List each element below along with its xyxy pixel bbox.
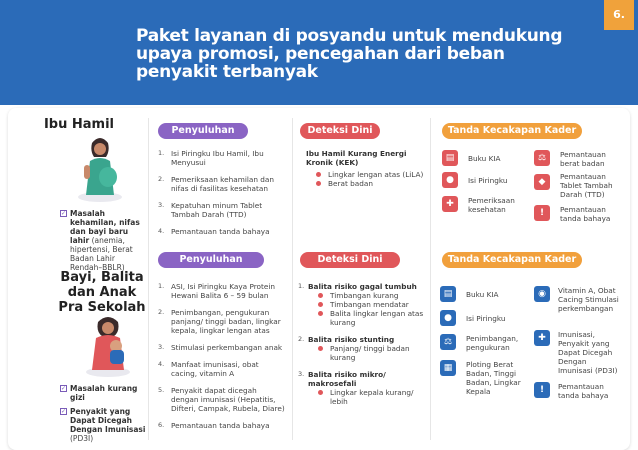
kecakapan-balita-header: Tanda Kecakapan Kader bbox=[442, 252, 582, 268]
pill-bottle-icon: ◆ bbox=[534, 174, 550, 190]
page-title: Paket layanan di posyandu untuk mendukung upaya promosi, pencegahan dari beban penyakit terbanyak bbox=[136, 26, 563, 82]
divider bbox=[148, 118, 149, 440]
kecakapan-item: Vitamin A, Obat Cacing Stimulasi perkembangan bbox=[558, 286, 619, 313]
kecakapan-item: Imunisasi, Penyakit yang Dapat Dicegah Dengan Imunisasi (PD3I) bbox=[558, 330, 618, 375]
list-item: Lingkar lengan atas (LiLA) bbox=[316, 170, 424, 179]
list-heading: 2. Balita risiko stunting bbox=[298, 335, 395, 344]
chart-icon: ▦ bbox=[440, 360, 456, 376]
header-banner bbox=[0, 0, 638, 105]
pregnant-woman-illustration bbox=[70, 135, 130, 205]
thermometer-icon: ! bbox=[534, 382, 550, 398]
list-item: Balita lingkar lengan atas kurang bbox=[318, 309, 424, 327]
plate-icon: ● bbox=[442, 172, 458, 188]
list-item: 3. Kepatuhan minum Tablet Tambah Darah (TTD) bbox=[158, 201, 263, 219]
row-label-balita: Bayi, Balita dan Anak Pra Sekolah bbox=[58, 270, 146, 315]
divider bbox=[292, 118, 293, 440]
kecakapan-item: Isi Piringku bbox=[466, 314, 506, 323]
kecakapan-item: Pemantauan tanda bahaya bbox=[558, 382, 609, 400]
divider bbox=[430, 118, 431, 440]
check-icon: ✓ bbox=[61, 385, 67, 392]
row-label-ibu-hamil: Ibu Hamil bbox=[43, 117, 115, 132]
list-item: 4. Manfaat imunisasi, obat cacing, vitamin A bbox=[158, 360, 259, 378]
deteksi-ibu-list bbox=[306, 149, 424, 188]
kecakapan-item: Pemantauan berat badan bbox=[560, 150, 606, 168]
list-item: 2. Pemeriksaan kehamilan dan nifas di fasilitas kesehatan bbox=[158, 175, 275, 193]
check-icon: ✓ bbox=[61, 408, 67, 415]
ibu-hamil-notes bbox=[60, 209, 144, 277]
list-item: Panjang/ tinggi badan kurang bbox=[318, 344, 424, 362]
kecakapan-item: Buku KIA bbox=[468, 154, 501, 163]
list-item: 2. Penimbangan, pengukuran panjang/ tinggi badan, lingkar kepala, lingkar lengan atas bbox=[158, 308, 281, 335]
deteksi-ibu-header: Deteksi Dini bbox=[300, 123, 380, 139]
kecakapan-item: Buku KIA bbox=[466, 290, 499, 299]
list-item: 1. Isi Piringku Ibu Hamil, Ibu Menyusui bbox=[158, 149, 264, 167]
note-item: ✓ Masalah kurang gizi bbox=[61, 384, 138, 402]
list-item: 3. Stimulasi perkembangan anak bbox=[158, 343, 283, 352]
penyuluhan-balita-list bbox=[158, 282, 286, 438]
syringe-icon: ✚ bbox=[534, 330, 550, 346]
list-item: 6. Pemantauan tanda bahaya bbox=[158, 421, 270, 430]
kecakapan-ibu-header: Tanda Kecakapan Kader bbox=[442, 123, 582, 139]
list-heading: Ibu Hamil Kurang Energi Kronik (KEK) bbox=[306, 149, 407, 167]
list-item: Timbangan mendatar bbox=[318, 300, 424, 309]
scale-icon: ⚖ bbox=[440, 334, 456, 350]
plate-icon: ● bbox=[440, 310, 456, 326]
note-item: ✓ Masalah kehamilan, nifas dan bayi baru lahir (anemia, hipertensi, Berat Badan Lahir Rendah–BBLR) bbox=[61, 209, 140, 272]
book-icon: ▤ bbox=[440, 286, 456, 302]
vitamin-icon: ◉ bbox=[534, 286, 550, 302]
list-item: 5. Penyakit dapat dicegah dengan imunisasi (Hepatitis, Difteri, Campak, Rubela, Diare) bbox=[158, 386, 285, 413]
kecakapan-item: Ploting Berat Badan, Tinggi Badan, Lingkar Kepala bbox=[466, 360, 521, 396]
check-icon: ✓ bbox=[61, 210, 67, 217]
note-item: ✓ Penyakit yang Dapat Dicegah Dengan Imunisasi (PD3I) bbox=[61, 407, 146, 443]
list-item: Berat badan bbox=[316, 179, 424, 188]
list-item: 4. Pemantauan tanda bahaya bbox=[158, 227, 270, 236]
mother-child-illustration bbox=[80, 316, 136, 378]
deteksi-balita-list bbox=[298, 282, 424, 406]
list-item: Timbangan kurang bbox=[318, 291, 424, 300]
balita-notes bbox=[60, 384, 148, 448]
checkup-icon: ✚ bbox=[442, 196, 458, 212]
kecakapan-item: Penimbangan, pengukuran bbox=[466, 334, 519, 352]
scale-icon: ⚖ bbox=[534, 150, 550, 166]
penyuluhan-ibu-list bbox=[158, 149, 286, 244]
warning-icon: ! bbox=[534, 205, 550, 221]
penyuluhan-balita-header: Penyuluhan bbox=[158, 252, 264, 268]
kecakapan-item: Pemantauan Tablet Tambah Darah (TTD) bbox=[560, 172, 613, 199]
page-number-badge: 6. bbox=[604, 0, 634, 30]
list-heading: 3. Balita risiko mikro/ makrosefali bbox=[298, 370, 386, 388]
list-item: Lingkar kepala kurang/ lebih bbox=[318, 388, 424, 406]
kecakapan-item: Isi Piringku bbox=[468, 176, 508, 185]
penyuluhan-ibu-header: Penyuluhan bbox=[158, 123, 248, 139]
deteksi-balita-header: Deteksi Dini bbox=[300, 252, 400, 268]
kecakapan-item: Pemantauan tanda bahaya bbox=[560, 205, 611, 223]
list-item: 1. ASI, Isi Piringku Kaya Protein Hewani Balita 6 – 59 bulan bbox=[158, 282, 276, 300]
kecakapan-item: Pemeriksaan kesehatan bbox=[468, 196, 515, 214]
book-icon: ▤ bbox=[442, 150, 458, 166]
list-heading: 1. Balita risiko gagal tumbuh bbox=[298, 282, 417, 291]
